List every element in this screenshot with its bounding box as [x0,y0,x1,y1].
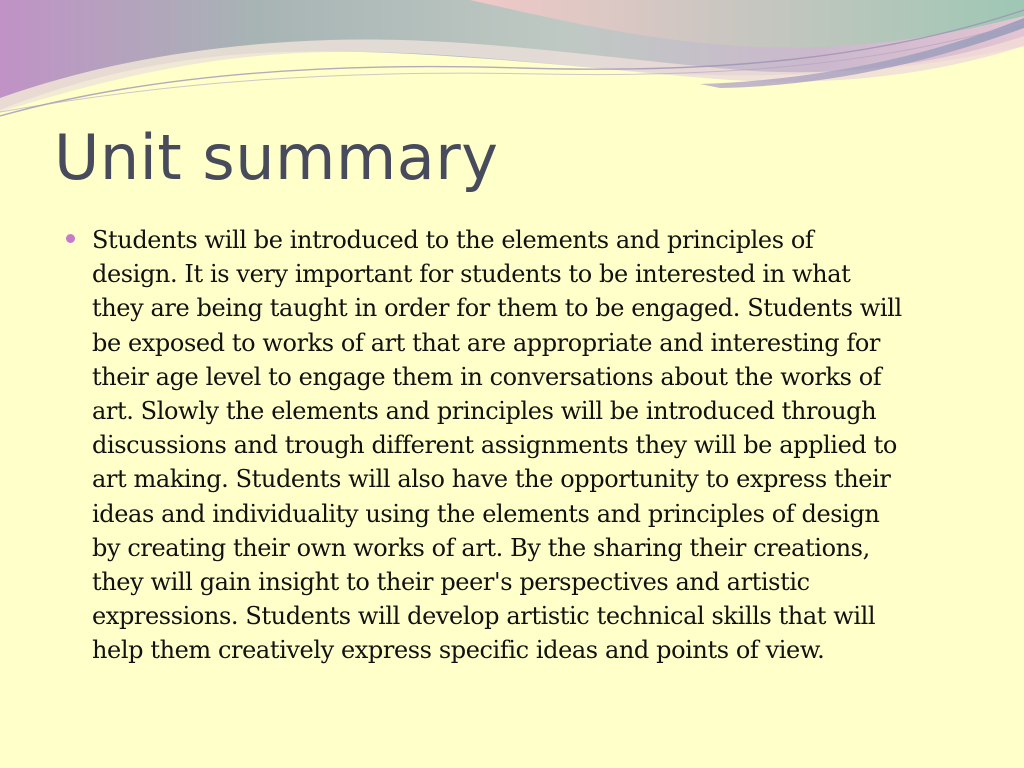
bullet-text: Students will be introduced to the elements and principles of design. It is very important for students to be interested in what they are being taught in order for them to be engaged. Students will be exposed to works of art that are appropriate and interesting for their age level to engage them in conversations about the works of art. Slowly the elements and principles will be introduced through discussions and trough different assignments they will be applied to art making. Students will also have the opportunity to express their ideas and individuality using the elements and principles of design by creating their own works of art. By the sharing their creations, they will gain insight to their peer's perspectives and artistic expressions. Students will develop artistic technical skills that will help them creatively express specific ideas and points of view. [92,226,902,665]
bullet-list [0,223,962,668]
bullet-point-icon [66,234,75,243]
slide-title: Unit summary [54,121,499,194]
bullet-item [0,223,962,668]
decorative-wave-header [0,0,1024,130]
